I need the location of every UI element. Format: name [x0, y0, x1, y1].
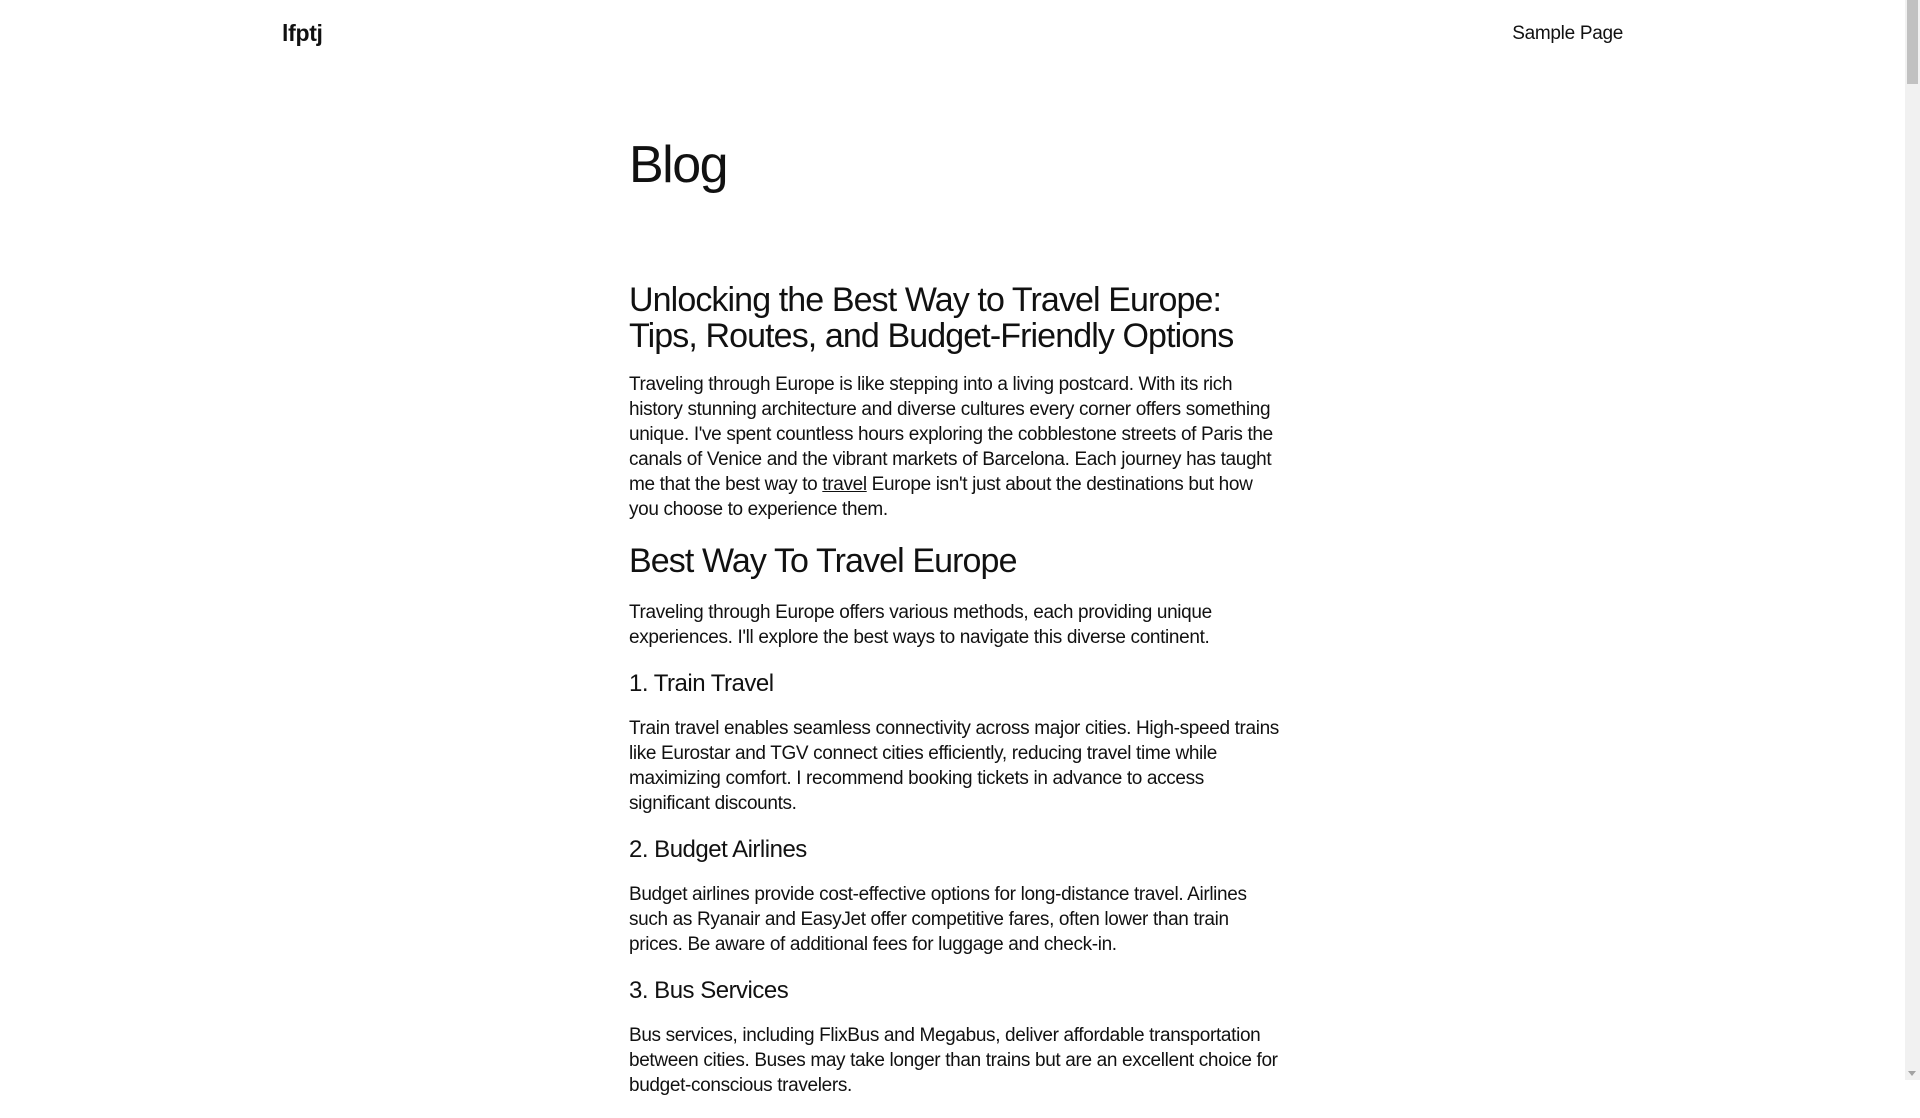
vertical-scrollbar[interactable] [1905, 0, 1920, 1080]
post-intro-paragraph [629, 372, 1279, 522]
subsection-text-airlines: Budget airlines provide cost-effective options for long-distance travel. Airlines such as Ryanair and EasyJet offer competitive fares, often lower than train prices. Be aware of additional fees for luggage and check-in. [629, 884, 1247, 955]
subsection-heading-airlines: 2. Budget Airlines [629, 836, 807, 863]
post-intro-text-before: Traveling through Europe is like stepping into a living postcard. With its rich history stunning architecture and diverse cultures every corner offers something unique. I've spent countless hours exploring the cobblestone streets of Paris the canals of Venice and the vibrant markets of Barcelona. Each journey has taught me that the best way to [629, 374, 1273, 495]
site-header [0, 0, 1905, 70]
blog-post [629, 282, 1279, 1118]
subsection-heading-train: 1. Train Travel [629, 670, 774, 697]
site-title-link[interactable]: lfptj [282, 20, 323, 46]
scroll-down-arrow-icon[interactable] [1908, 1071, 1916, 1076]
section-intro-paragraph: Traveling through Europe offers various methods, each providing unique experiences. I'll explore the best ways to navigate this diverse continent. [629, 602, 1212, 648]
travel-inline-link[interactable]: travel [822, 474, 867, 495]
subsection-heading-bus: 3. Bus Services [629, 977, 789, 1004]
subsection-text-train: Train travel enables seamless connectivity across major cities. High-speed trains like Eurostar and TGV connect cities efficiently, reducing travel time while maximizing comfort. I recommend booking tickets in advance to access significant discounts. [629, 718, 1279, 814]
scrollbar-thumb[interactable] [1907, 0, 1918, 84]
subsection-text-bus: Bus services, including FlixBus and Megabus, deliver affordable transportation between cities. Buses may take longer than trains but are an excellent choice for budget-conscious travelers. [629, 1025, 1278, 1096]
section-heading: Best Way To Travel Europe [629, 542, 1017, 580]
nav-link-sample-page[interactable]: Sample Page [1512, 23, 1623, 44]
post-title-link[interactable]: Unlocking the Best Way to Travel Europe: Tips, Routes, and Budget-Friendly Options [629, 281, 1234, 355]
page-title: Blog [629, 136, 728, 194]
post-intro-text-after: Europe isn't just about the destinations but how you choose to experience them. [629, 474, 1253, 520]
